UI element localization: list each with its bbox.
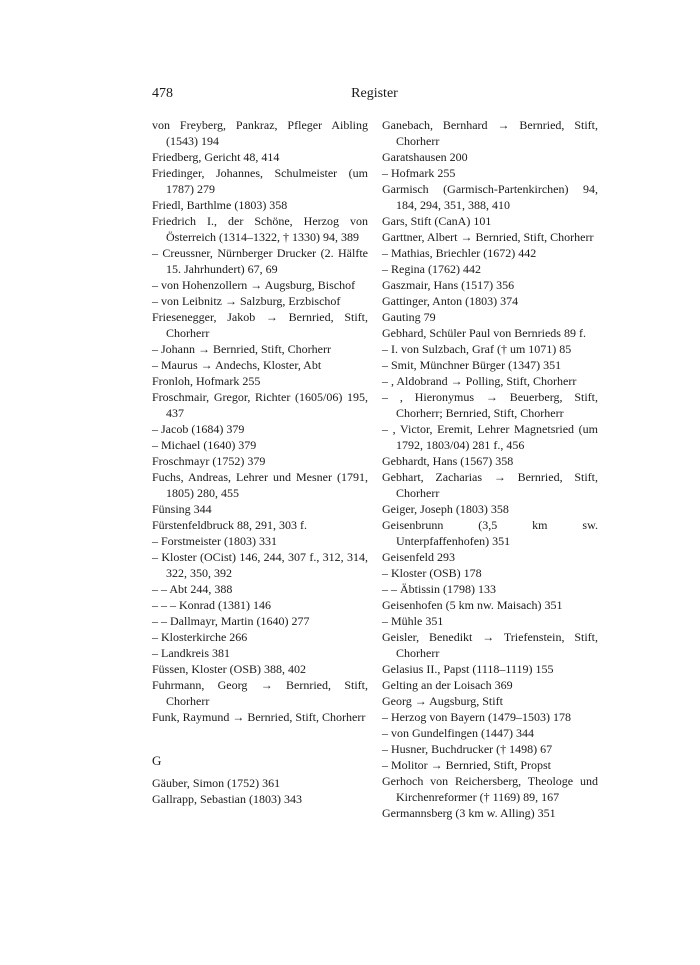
index-entry: Geisler, Benedikt → Triefenstein, Stift, Chorherr [382, 630, 598, 660]
index-entry: Georg → Augsburg, Stift [382, 694, 503, 708]
index-entry: Gebhardt, Hans (1567) 358 [382, 454, 514, 468]
index-entry: Friedberg, Gericht 48, 414 [152, 150, 280, 164]
page-number: 478 [152, 86, 173, 101]
index-entry: – Kloster (OCist) 146, 244, 307 f., 312, 314, 322, 350, 392 [152, 550, 368, 580]
running-title: Register [351, 86, 398, 101]
index-entry: – – Äbtissin (1798) 133 [382, 582, 496, 596]
index-entry: Gattinger, Anton (1803) 374 [382, 294, 519, 308]
index-entry: Garttner, Albert → Bernried, Stift, Chorherr [382, 230, 594, 244]
index-entry: Froschmair, Gregor, Richter (1605/06) 195, 437 [152, 390, 368, 420]
index-entry: – , Hieronymus → Beuerberg, Stift, Chorherr; Bernried, Stift, Chorherr [382, 390, 598, 420]
index-entry: – Molitor → Bernried, Stift, Propst [382, 758, 551, 772]
index-entry: – Mühle 351 [382, 614, 444, 628]
index-entry: – von Gundelfingen (1447) 344 [382, 726, 534, 740]
section-letter: G [152, 753, 162, 768]
index-entry: – Johann → Bernried, Stift, Chorherr [152, 342, 331, 356]
index-entry: Funk, Raymund → Bernried, Stift, Chorherr [152, 710, 366, 724]
index-entry: Geiger, Joseph (1803) 358 [382, 502, 509, 516]
index-entry: Fuhrmann, Georg → Bernried, Stift, Chorherr [152, 678, 368, 708]
index-entry: Geisenhofen (5 km nw. Maisach) 351 [382, 598, 563, 612]
index-entry: Friedrich I., der Schöne, Herzog von Österreich (1314–1322, † 1330) 94, 389 [152, 214, 368, 244]
index-entry: – Hofmark 255 [382, 166, 456, 180]
index-column-left [152, 117, 368, 807]
index-entry: Geisenbrunn (3,5 km sw. Unterpfaffenhofen) 351 [382, 518, 598, 548]
index-entry: Gebhart, Zacharias → Bernried, Stift, Chorherr [382, 470, 598, 500]
index-entry: – Smit, Münchner Bürger (1347) 351 [382, 358, 562, 372]
index-entry: Garatshausen 200 [382, 150, 468, 164]
index-entry: – Regina (1762) 442 [382, 262, 481, 276]
index-entry: Gerhoch von Reichersberg, Theologe und Kirchenreformer († 1169) 89, 167 [382, 774, 598, 804]
index-entry: – Michael (1640) 379 [152, 438, 257, 452]
index-entry: – Creussner, Nürnberger Drucker (2. Hälfte 15. Jahrhundert) 67, 69 [152, 246, 368, 276]
index-entry: – – Dallmayr, Martin (1640) 277 [152, 614, 310, 628]
index-entry: von Freyberg, Pankraz, Pfleger Aibling (1543) 194 [152, 118, 368, 148]
index-entry: Friesenegger, Jakob → Bernried, Stift, Chorherr [152, 310, 368, 340]
index-entry: Gäuber, Simon (1752) 361 [152, 776, 281, 790]
index-column-right [382, 117, 598, 821]
index-entry: – , Victor, Eremit, Lehrer Magnetsried (um 1792, 1803/04) 281 f., 456 [382, 422, 598, 452]
index-entry: Gelasius II., Papst (1118–1119) 155 [382, 662, 554, 676]
index-entry: Gebhard, Schüler Paul von Bernrieds 89 f. [382, 326, 586, 340]
index-entry: – Herzog von Bayern (1479–1503) 178 [382, 710, 571, 724]
index-entry: – , Aldobrand → Polling, Stift, Chorherr [382, 374, 577, 388]
index-entry: Fuchs, Andreas, Lehrer und Mesner (1791, 1805) 280, 455 [152, 470, 368, 500]
index-entry: – I. von Sulzbach, Graf († um 1071) 85 [382, 342, 572, 356]
index-entry: Gallrapp, Sebastian (1803) 343 [152, 792, 302, 806]
index-entry: – Klosterkirche 266 [152, 630, 248, 644]
index-entry: Fünsing 344 [152, 502, 212, 516]
index-entry: – von Leibnitz → Salzburg, Erzbischof [152, 294, 341, 308]
index-entry: – Landkreis 381 [152, 646, 230, 660]
index-entry: Geisenfeld 293 [382, 550, 455, 564]
index-entry: – Maurus → Andechs, Kloster, Abt [152, 358, 322, 372]
index-entry: – – Abt 244, 388 [152, 582, 233, 596]
index-entry: Gaszmair, Hans (1517) 356 [382, 278, 515, 292]
index-entry: Füssen, Kloster (OSB) 388, 402 [152, 662, 307, 676]
index-entry: Ganebach, Bernhard → Bernried, Stift, Chorherr [382, 118, 598, 148]
index-entry: Garmisch (Garmisch-Partenkirchen) 94, 184, 294, 351, 388, 410 [382, 182, 598, 212]
index-entry: Germannsberg (3 km w. Alling) 351 [382, 806, 556, 820]
running-header [152, 86, 597, 104]
index-entry: – Husner, Buchdrucker († 1498) 67 [382, 742, 553, 756]
index-entry: – Jacob (1684) 379 [152, 422, 245, 436]
index-entry: Friedinger, Johannes, Schulmeister (um 1787) 279 [152, 166, 368, 196]
index-entry: Fürstenfeldbruck 88, 291, 303 f. [152, 518, 307, 532]
index-entry: Gars, Stift (CanA) 101 [382, 214, 492, 228]
index-entry: Froschmayr (1752) 379 [152, 454, 266, 468]
index-entry: – Mathias, Briechler (1672) 442 [382, 246, 537, 260]
index-entry: Gauting 79 [382, 310, 436, 324]
index-entry: Fronloh, Hofmark 255 [152, 374, 261, 388]
index-entry: Friedl, Barthlme (1803) 358 [152, 198, 288, 212]
index-entry: – – – Konrad (1381) 146 [152, 598, 271, 612]
index-entry: Gelting an der Loisach 369 [382, 678, 513, 692]
index-entry: – Kloster (OSB) 178 [382, 566, 482, 580]
index-entry: – von Hohenzollern → Augsburg, Bischof [152, 278, 356, 292]
index-entry: – Forstmeister (1803) 331 [152, 534, 277, 548]
